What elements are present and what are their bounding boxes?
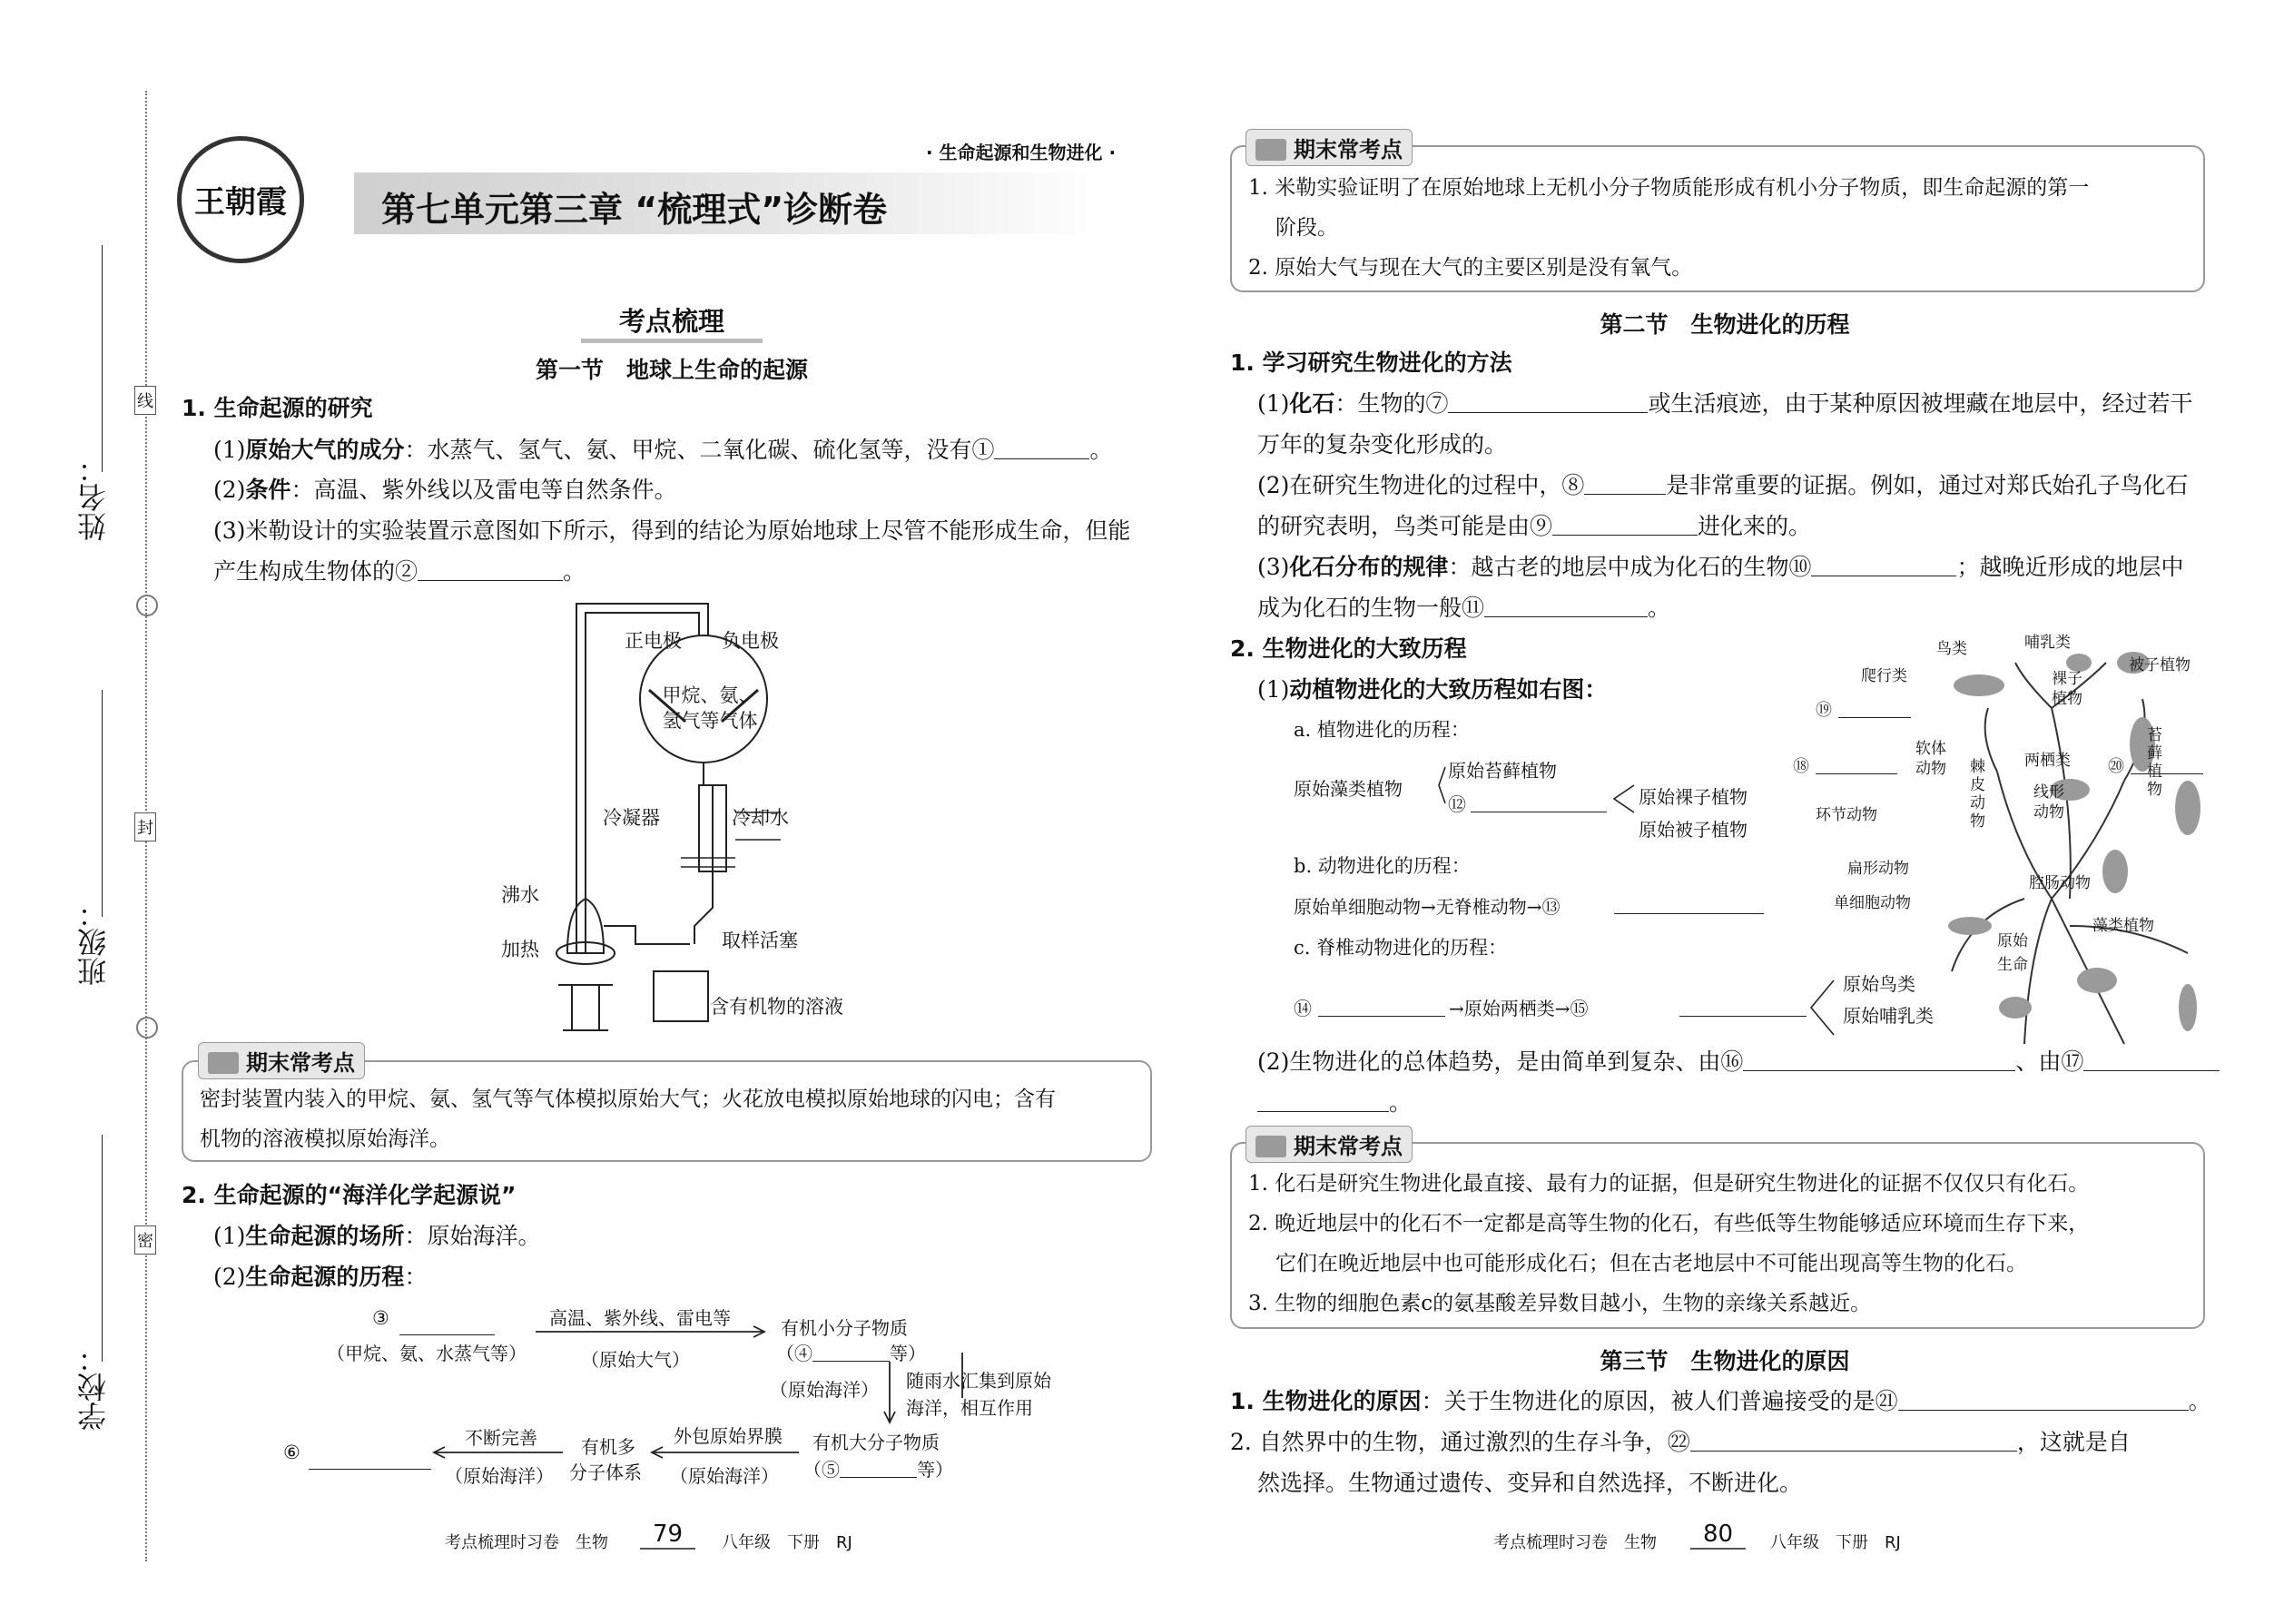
blank-3[interactable]: [399, 1307, 495, 1335]
vert-bird: 原始鸟类: [1843, 973, 1915, 995]
blank-7[interactable]: [1448, 385, 1648, 413]
flow-arrow4-bot: （原始海洋）: [445, 1465, 554, 1487]
flow-arrow2-right2: 海洋，相互作用: [906, 1397, 1033, 1419]
m2-2-line2: 。: [1257, 1083, 1412, 1123]
box2-item-1b: 阶段。: [1275, 216, 1338, 240]
m1-2: (2)在研究生物进化的过程中，⑧ 是非常重要的证据。例如，通过对郑氏始孔子鸟化石: [1257, 466, 2188, 506]
vert-14: ⑭: [1294, 998, 1312, 1019]
vert-title: c. 脊椎动物进化的历程：: [1294, 937, 1508, 959]
label-pos-electrode: 正电极: [625, 630, 682, 652]
running-head: · 生命起源和生物进化 ·: [926, 142, 1117, 163]
blank-8[interactable]: [1584, 467, 1666, 495]
tree-origin-1: 原始: [1997, 932, 2028, 950]
school-underline: [102, 1135, 103, 1362]
flow-arrow1-top: 高温、紫外线、雷电等: [549, 1307, 731, 1329]
flow-node-5: （⑤ 等）: [803, 1459, 953, 1481]
miller-apparatus-diagram: [490, 595, 944, 1035]
section-heading: 考点梳理: [581, 301, 763, 343]
blank-18[interactable]: [1816, 753, 1897, 774]
box3-item-1: 1. 化石是研究生物进化最直接、最有力的证据，但是研究生物进化的证据不仅仅只有化石。: [1248, 1172, 2090, 1196]
blank-14[interactable]: [1318, 992, 1445, 1017]
tree-node-20: ⑳: [2108, 757, 2124, 776]
blank-20[interactable]: [2131, 753, 2203, 774]
tree-node-18: ⑱: [1793, 757, 1809, 776]
brand-logo: [177, 136, 304, 263]
q1-3: (3)米勒设计的实验装置示意图如下所示，得到的结论为原始地球上尽管不能形成生命，但能: [213, 517, 1131, 544]
tree-annelid: 环节动物: [1816, 806, 1877, 824]
tree-gym-1: 裸子: [2052, 670, 2082, 688]
brand-name: 王朝霞: [194, 184, 287, 221]
binding-mark-secret: 密: [134, 1225, 156, 1255]
blank-4[interactable]: [812, 1341, 890, 1362]
book-icon: [1255, 139, 1286, 161]
box2-item-1: 1. 米勒实验证明了在原始地球上无机小分子物质能形成有机小分子物质，即生命起源的第一: [1248, 176, 2090, 200]
blank-10[interactable]: [1811, 548, 1956, 576]
box2-item-2: 2. 原始大气与现在大气的主要区别是没有氧气。: [1248, 256, 1693, 280]
flow-node-3: ③: [372, 1307, 389, 1329]
footer-right-grade: 八年级 下册 RJ: [1770, 1533, 1901, 1552]
q1-1: (1)原始大气的成分：水蒸气、氢气、氨、甲烷、二氧化碳、硫化氢等，没有① 。: [213, 430, 1112, 470]
tree-amph: 两栖类: [2024, 752, 2071, 770]
tree-ang: 被子植物: [2129, 656, 2191, 674]
vert-branch-arrows: [1802, 971, 1838, 1044]
m1-1-line2: 万年的复杂变化形成的。: [1257, 431, 1508, 458]
m1-3: (3)化石分布的规律：越古老的地层中成为化石的生物⑩ ；越晚近形成的地层中: [1257, 547, 2183, 587]
vert-amph: →原始两栖类→⑮: [1449, 998, 1589, 1019]
binding-dot-icon: [136, 595, 158, 616]
animal-title: b. 动物进化的历程：: [1294, 855, 1471, 877]
blank-6[interactable]: [309, 1442, 431, 1470]
q2-1: (1)生命起源的场所：原始海洋。: [213, 1223, 541, 1249]
blank-19[interactable]: [1838, 697, 1911, 718]
blank-21[interactable]: [1898, 1383, 2189, 1411]
vert-mammal: 原始哺乳类: [1843, 1005, 1934, 1027]
q1-3-line2: 产生构成生物体的② 。: [213, 552, 586, 592]
plant-title: a. 植物进化的历程：: [1294, 719, 1470, 741]
flow-node-3-sub: （甲烷、氨、水蒸气等）: [327, 1343, 527, 1364]
tree-node-19: ⑲: [1816, 701, 1832, 720]
blank-22[interactable]: [1690, 1423, 2017, 1452]
flow-arrow3-bot: （原始海洋）: [670, 1465, 779, 1487]
plant-12: ⑫: [1448, 793, 1466, 815]
binding-mark-seal: 封: [134, 812, 156, 842]
blank-17[interactable]: [2083, 1043, 2220, 1071]
flow-arrow4-top: 不断完善: [465, 1427, 537, 1449]
exam-point-label-3: 期末常考点: [1245, 1126, 1413, 1163]
box3-item-3: 3. 生物的细胞色素c的氨基酸差异数目越小，生物的亲缘关系越近。: [1248, 1292, 1872, 1315]
exam-point-label-2: 期末常考点: [1245, 129, 1413, 166]
blank-11[interactable]: [1484, 589, 1648, 617]
box3-item-2: 2. 晚近地层中的化石不一定都是高等生物的化石，有些低等生物能够适应环境而生存下来，: [1248, 1212, 2090, 1235]
label-solution: 含有机物的溶液: [710, 996, 843, 1018]
box1-line2: 机物的溶液模拟原始海洋。: [200, 1127, 450, 1151]
blank-17b[interactable]: [1257, 1084, 1389, 1112]
flow-arrow1-bot: （原始大气）: [581, 1349, 690, 1371]
label-flask-gases: 甲烷、氨、氢气等气体: [662, 684, 758, 732]
label-cooling-water: 冷却水: [732, 807, 789, 829]
label-neg-electrode: 负电极: [722, 630, 779, 652]
plant-root: 原始藻类植物: [1294, 778, 1403, 800]
school-label: 学校：: [76, 1343, 111, 1431]
blank-5[interactable]: [840, 1457, 917, 1478]
animal-line: 原始单细胞动物→无脊椎动物→⑬: [1294, 896, 1561, 918]
class-label: 班级：: [76, 899, 111, 986]
tree-echino: 棘皮动物: [1970, 758, 1985, 831]
binding-dot-icon: [136, 1017, 158, 1038]
m1-title: 1. 学习研究生物进化的方法: [1230, 349, 1512, 376]
flow-arrow3-top: 外包原始界膜: [674, 1425, 783, 1447]
plant-gym: 原始裸子植物: [1639, 786, 1748, 808]
book-icon: [1255, 1136, 1286, 1157]
tree-cnid: 腔肠动物: [2029, 874, 2091, 892]
q2-title: 2. 生命起源的“海洋化学起源说”: [182, 1182, 517, 1208]
m1-2-line2: 的研究表明，鸟类可能是由⑨ 进化来的。: [1257, 507, 1811, 546]
exam-point-label-1: 期末常考点: [198, 1042, 365, 1079]
sec2-title: 第二节 生物进化的历程: [1600, 311, 1850, 338]
flow-node-4: （④ 等）: [776, 1343, 926, 1364]
flow-node-6: ⑥: [283, 1442, 300, 1463]
footer-right-title: 考点梳理时习卷 生物: [1493, 1533, 1657, 1552]
r2: 2. 自然界中的生物，通过激烈的生存斗争，㉒ ，这就是自: [1230, 1422, 2131, 1462]
m1-3-line2: 成为化石的生物一般⑪ 。: [1257, 588, 1670, 628]
blank-15[interactable]: [1679, 992, 1807, 1017]
footer-left-title: 考点梳理时习卷 生物: [445, 1533, 608, 1552]
footer-left-grade: 八年级 下册 RJ: [722, 1533, 852, 1552]
tree-nema-2: 动物: [2033, 803, 2064, 822]
name-label: 姓名：: [76, 454, 111, 541]
blank-13[interactable]: [1614, 890, 1764, 914]
label-condenser: 冷凝器: [603, 807, 660, 829]
binding-mark-line: 线: [134, 386, 156, 415]
plant-ang: 原始被子植物: [1639, 819, 1748, 841]
tree-mollusc-1: 软体: [1915, 740, 1946, 758]
m2-title: 2. 生物进化的大致历程: [1230, 635, 1467, 662]
tree-origin-2: 生命: [1997, 956, 2028, 974]
blank-16[interactable]: [1743, 1043, 2015, 1071]
blank-2[interactable]: [418, 553, 563, 581]
class-underline: [102, 690, 103, 917]
q1-title: 1. 生命起源的研究: [182, 395, 373, 421]
flow-arrow2-right1: 随雨水汇集到原始: [906, 1370, 1051, 1392]
label-boiling-water: 沸水: [501, 884, 539, 906]
tree-bird: 鸟类: [1936, 640, 1967, 658]
m2-2: (2)生物进化的总体趋势，是由简单到复杂、由⑯ 、由⑰: [1257, 1042, 2220, 1082]
plant-branch-arrows: [1416, 758, 1643, 840]
sec3-title: 第三节 生物进化的原因: [1600, 1348, 1850, 1374]
tree-mammal: 哺乳类: [2024, 634, 2071, 652]
blank-1[interactable]: [994, 431, 1089, 459]
flow-arrow2-left: （原始海洋）: [770, 1379, 879, 1401]
page-number-79: 79: [640, 1521, 695, 1550]
sec1-title: 第一节 地球上生命的起源: [535, 357, 808, 383]
tree-algae: 藻类植物: [2092, 917, 2154, 935]
q2-2: (2)生命起源的历程：: [213, 1264, 428, 1290]
plant-moss: 原始苔藓植物: [1448, 760, 1557, 782]
flow-multi-2: 分子体系: [569, 1462, 642, 1483]
flow-multi-1: 有机多: [581, 1436, 635, 1458]
q1-2: (2)条件：高温、紫外线以及雷电等自然条件。: [213, 477, 677, 503]
blank-9[interactable]: [1552, 507, 1698, 536]
m2-1: (1)动植物进化的大致历程如右图：: [1257, 676, 1608, 703]
page-number-80: 80: [1690, 1521, 1746, 1550]
tree-flat: 扁形动物: [1847, 860, 1909, 878]
tree-mollusc-2: 动物: [1915, 760, 1946, 778]
flow-node-4-top: 有机小分子物质: [781, 1317, 908, 1339]
name-underline: [102, 245, 103, 472]
label-heating: 加热: [501, 939, 539, 960]
tree-reptile: 爬行类: [1861, 667, 1907, 685]
label-sample-valve: 取样活塞: [722, 930, 798, 951]
flow-node-5-top: 有机大分子物质: [812, 1432, 940, 1453]
page-title: 第七单元第三章 “梳理式”诊断卷: [381, 190, 888, 230]
r2-line2: 然选择。生物通过遗传、变异和自然选择，不断进化。: [1257, 1470, 1803, 1496]
m1-1: (1)化石：生物的⑦ 或生活痕迹，由于某种原因被埋藏在地层中，经过若干: [1257, 384, 2192, 424]
book-icon: [208, 1052, 239, 1074]
box3-item-2b: 它们在晚近地层中也可能形成化石；但在古老地层中不可能出现高等生物的化石。: [1275, 1252, 2027, 1275]
box1-line1: 密封装置内装入的甲烷、氨、氢气等气体模拟原始大气；火花放电模拟原始地球的闪电；含有: [200, 1088, 1056, 1111]
tree-nema-1: 线形: [2033, 783, 2064, 802]
tree-single: 单细胞动物: [1834, 894, 1911, 912]
r1: 1. 生物进化的原因：关于生物进化的原因，被人们普遍接受的是㉑ 。: [1230, 1382, 2211, 1422]
tree-moss: 苔藓植物: [2147, 726, 2162, 799]
tree-gym-2: 植物: [2052, 690, 2082, 708]
